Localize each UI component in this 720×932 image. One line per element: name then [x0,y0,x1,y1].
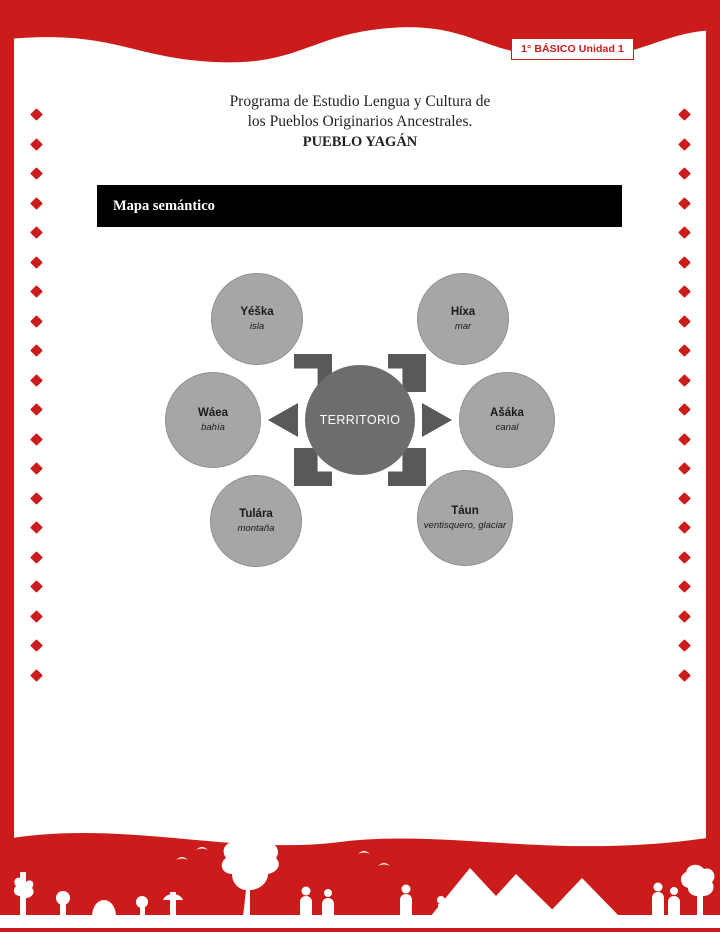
diamond-icon [30,610,43,623]
diamond-icon [678,344,691,357]
diagram-node-taun [417,470,513,566]
diamond-icon [30,285,43,298]
diamond-icon [30,197,43,210]
diamond-icon [678,197,691,210]
diamond-icon [30,433,43,446]
diamond-icon [678,315,691,328]
node-term: Táun [451,504,479,517]
node-term: Ašáka [490,406,524,419]
diamond-icon [678,610,691,623]
diagram-node-hixa [417,273,509,365]
node-gloss: bahía [201,421,225,433]
diagram-node-asaka [459,372,555,468]
diamond-icon [678,669,691,682]
diamond-icon [30,167,43,180]
diamond-icon [678,580,691,593]
diamond-icon [30,521,43,534]
diamond-icon [678,167,691,180]
diamond-icon [678,639,691,652]
diamond-icon [678,492,691,505]
diamond-icon [30,226,43,239]
diamond-icon [30,344,43,357]
diagram-node-yeska [211,273,303,365]
section-title: Mapa semántico [113,197,215,214]
diamond-icon [30,108,43,121]
diamond-icon [30,256,43,269]
header-line-2: los Pueblos Originarios Ancestrales. [247,113,473,131]
right-diamond-column [676,110,692,690]
diagram-node-waea [165,372,261,468]
diamond-icon [678,551,691,564]
left-diamond-column [28,110,44,690]
unit-badge: 1° BÁSICO Unidad 1 [511,38,634,60]
diamond-icon [30,315,43,328]
diamond-icon [678,256,691,269]
diamond-icon [678,108,691,121]
node-gloss: ventisquero, glaciar [423,519,507,531]
diamond-icon [30,374,43,387]
arrow-left-icon [268,403,298,437]
diagram-center-label: TERRITORIO [319,413,401,427]
diamond-icon [30,580,43,593]
node-gloss: isla [249,320,265,332]
diamond-icon [30,462,43,475]
diamond-icon [30,403,43,416]
document-header [96,92,624,152]
node-gloss: montaña [237,522,275,534]
semantic-map-diagram [140,255,580,585]
diamond-icon [678,374,691,387]
node-term: Tulára [239,507,273,520]
header-line-3: PUEBLO YAGÁN [302,133,418,150]
diamond-icon [30,492,43,505]
diamond-icon [678,462,691,475]
diamond-icon [678,433,691,446]
header-line-1: Programa de Estudio Lengua y Cultura de [229,93,491,110]
right-red-bar [706,0,720,932]
diamond-icon [30,639,43,652]
node-gloss: mar [454,320,472,332]
diamond-icon [678,226,691,239]
left-red-bar [0,0,14,932]
diamond-icon [30,669,43,682]
diamond-icon [678,285,691,298]
node-term: Híxa [450,305,476,318]
arrow-right-icon [422,403,452,437]
node-term: Yéška [240,305,274,318]
diamond-icon [678,521,691,534]
diamond-icon [30,551,43,564]
diamond-icon [678,403,691,416]
diamond-icon [678,138,691,151]
diamond-icon [30,138,43,151]
diagram-node-tulara [210,475,302,567]
node-term: Wáea [197,406,229,419]
bottom-red-band [0,812,720,932]
section-header-bar [97,185,622,227]
node-gloss: canal [495,421,519,433]
diagram-center-node [305,365,415,475]
